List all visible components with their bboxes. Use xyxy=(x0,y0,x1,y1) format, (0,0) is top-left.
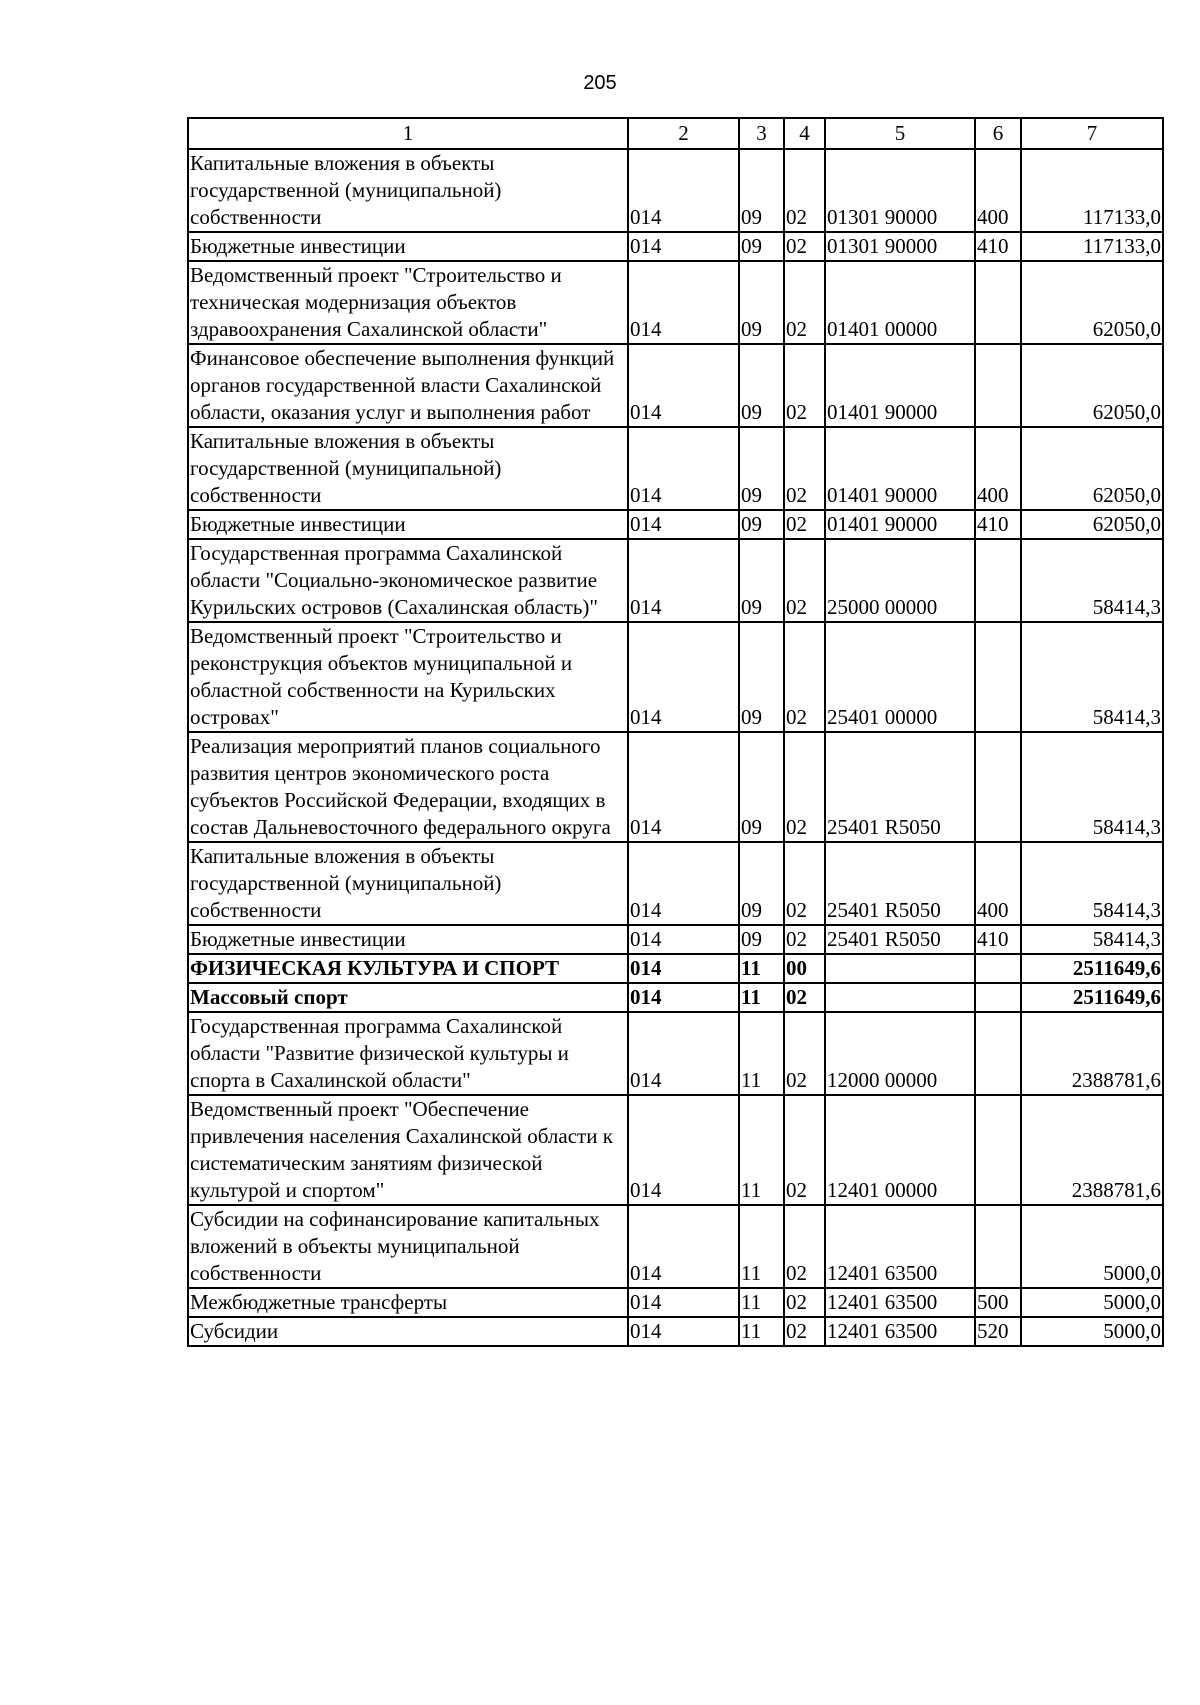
amount-value: 2388781,6 xyxy=(1021,1095,1163,1205)
subsection-code: 02 xyxy=(784,1317,825,1346)
amount-value: 62050,0 xyxy=(1021,427,1163,510)
expense-type-code xyxy=(975,954,1021,983)
row-label: Межбюджетные трансферты xyxy=(188,1288,628,1317)
amount-value: 2511649,6 xyxy=(1021,983,1163,1012)
section-code: 09 xyxy=(739,344,784,427)
section-code: 09 xyxy=(739,261,784,344)
expense-type-code xyxy=(975,1095,1021,1205)
amount-value: 58414,3 xyxy=(1021,925,1163,954)
subsection-code: 02 xyxy=(784,622,825,732)
subsection-code: 02 xyxy=(784,732,825,842)
ministry-code: 014 xyxy=(628,232,739,261)
table-row xyxy=(188,344,1163,427)
row-label: Бюджетные инвестиции xyxy=(188,510,628,539)
table-row xyxy=(188,1095,1163,1205)
subsection-code: 02 xyxy=(784,539,825,622)
expense-type-code: 410 xyxy=(975,232,1021,261)
column-header: 7 xyxy=(1021,118,1163,149)
ministry-code: 014 xyxy=(628,1012,739,1095)
target-article-code: 01401 00000 xyxy=(825,261,975,344)
expense-type-code xyxy=(975,732,1021,842)
subsection-code: 02 xyxy=(784,983,825,1012)
table-row xyxy=(188,539,1163,622)
subsection-code: 02 xyxy=(784,261,825,344)
table-row xyxy=(188,1317,1163,1346)
ministry-code: 014 xyxy=(628,149,739,232)
target-article-code: 12401 63500 xyxy=(825,1317,975,1346)
subsection-code: 02 xyxy=(784,344,825,427)
expense-type-code: 410 xyxy=(975,510,1021,539)
amount-value: 58414,3 xyxy=(1021,539,1163,622)
ministry-code: 014 xyxy=(628,1317,739,1346)
amount-value: 58414,3 xyxy=(1021,732,1163,842)
expense-type-code: 410 xyxy=(975,925,1021,954)
subsection-code: 02 xyxy=(784,1205,825,1288)
row-label: Государственная программа Сахалинской области "Социально-экономическое развитие Курильских островов (Сахалинская область)" xyxy=(188,539,628,622)
target-article-code xyxy=(825,954,975,983)
amount-value: 5000,0 xyxy=(1021,1288,1163,1317)
section-code: 11 xyxy=(739,954,784,983)
section-code: 09 xyxy=(739,925,784,954)
table-header-row xyxy=(188,118,1163,149)
section-code: 11 xyxy=(739,1012,784,1095)
target-article-code: 12000 00000 xyxy=(825,1012,975,1095)
target-article-code: 01401 90000 xyxy=(825,510,975,539)
expense-type-code xyxy=(975,539,1021,622)
table-row xyxy=(188,510,1163,539)
target-article-code: 25401 R5050 xyxy=(825,732,975,842)
ministry-code: 014 xyxy=(628,925,739,954)
subsection-code: 02 xyxy=(784,427,825,510)
table-row xyxy=(188,983,1163,1012)
subsection-code: 02 xyxy=(784,149,825,232)
ministry-code: 014 xyxy=(628,261,739,344)
section-code: 09 xyxy=(739,510,784,539)
section-code: 09 xyxy=(739,427,784,510)
row-label: Реализация мероприятий планов социального развития центров экономического роста субъектов Российской Федерации, входящих в состав Дальневосточного федерального округа xyxy=(188,732,628,842)
section-code: 11 xyxy=(739,1288,784,1317)
amount-value: 62050,0 xyxy=(1021,344,1163,427)
column-header: 5 xyxy=(825,118,975,149)
ministry-code: 014 xyxy=(628,1095,739,1205)
row-label: Финансовое обеспечение выполнения функций органов государственной власти Сахалинской области, оказания услуг и выполнения работ xyxy=(188,344,628,427)
expense-type-code xyxy=(975,622,1021,732)
ministry-code: 014 xyxy=(628,427,739,510)
ministry-code: 014 xyxy=(628,539,739,622)
target-article-code: 12401 63500 xyxy=(825,1205,975,1288)
row-label: Ведомственный проект "Строительство и техническая модернизация объектов здравоохранения Сахалинской области" xyxy=(188,261,628,344)
row-label: Капитальные вложения в объекты государственной (муниципальной) собственности xyxy=(188,427,628,510)
row-label: Капитальные вложения в объекты государственной (муниципальной) собственности xyxy=(188,149,628,232)
table-row xyxy=(188,842,1163,925)
subsection-code: 02 xyxy=(784,842,825,925)
section-code: 11 xyxy=(739,1317,784,1346)
amount-value: 117133,0 xyxy=(1021,232,1163,261)
subsection-code: 02 xyxy=(784,1095,825,1205)
subsection-code: 02 xyxy=(784,1012,825,1095)
row-label: Субсидии xyxy=(188,1317,628,1346)
expense-type-code xyxy=(975,344,1021,427)
ministry-code: 014 xyxy=(628,510,739,539)
row-label: Субсидии на софинансирование капитальных вложений в объекты муниципальной собственности xyxy=(188,1205,628,1288)
row-label: Ведомственный проект "Строительство и реконструкция объектов муниципальной и областной собственности на Курильских островах" xyxy=(188,622,628,732)
expense-type-code xyxy=(975,1205,1021,1288)
column-header: 4 xyxy=(784,118,825,149)
expense-type-code: 400 xyxy=(975,427,1021,510)
amount-value: 117133,0 xyxy=(1021,149,1163,232)
table-row xyxy=(188,1012,1163,1095)
target-article-code: 25401 R5050 xyxy=(825,842,975,925)
expense-type-code: 400 xyxy=(975,149,1021,232)
amount-value: 62050,0 xyxy=(1021,510,1163,539)
ministry-code: 014 xyxy=(628,1288,739,1317)
subsection-code: 02 xyxy=(784,925,825,954)
section-code: 11 xyxy=(739,1205,784,1288)
section-code: 11 xyxy=(739,1095,784,1205)
row-label: Государственная программа Сахалинской области "Развитие физической культуры и спорта в Сахалинской области" xyxy=(188,1012,628,1095)
row-label: Бюджетные инвестиции xyxy=(188,232,628,261)
expense-type-code: 520 xyxy=(975,1317,1021,1346)
section-code: 11 xyxy=(739,983,784,1012)
target-article-code: 01401 90000 xyxy=(825,344,975,427)
target-article-code: 25401 R5050 xyxy=(825,925,975,954)
ministry-code: 014 xyxy=(628,954,739,983)
table-row xyxy=(188,427,1163,510)
column-header: 6 xyxy=(975,118,1021,149)
amount-value: 2388781,6 xyxy=(1021,1012,1163,1095)
target-article-code: 01301 90000 xyxy=(825,149,975,232)
column-header: 2 xyxy=(628,118,739,149)
table-row xyxy=(188,1288,1163,1317)
target-article-code xyxy=(825,983,975,1012)
section-code: 09 xyxy=(739,842,784,925)
row-label: Бюджетные инвестиции xyxy=(188,925,628,954)
row-label: Массовый спорт xyxy=(188,983,628,1012)
row-label: Капитальные вложения в объекты государственной (муниципальной) собственности xyxy=(188,842,628,925)
table-row xyxy=(188,622,1163,732)
subsection-code: 02 xyxy=(784,232,825,261)
table-row xyxy=(188,1205,1163,1288)
ministry-code: 014 xyxy=(628,842,739,925)
target-article-code: 12401 00000 xyxy=(825,1095,975,1205)
target-article-code: 25401 00000 xyxy=(825,622,975,732)
table-row xyxy=(188,232,1163,261)
ministry-code: 014 xyxy=(628,1205,739,1288)
amount-value: 5000,0 xyxy=(1021,1205,1163,1288)
row-label: ФИЗИЧЕСКАЯ КУЛЬТУРА И СПОРТ xyxy=(188,954,628,983)
expense-type-code: 400 xyxy=(975,842,1021,925)
expense-type-code: 500 xyxy=(975,1288,1021,1317)
ministry-code: 014 xyxy=(628,622,739,732)
subsection-code: 02 xyxy=(784,510,825,539)
subsection-code: 02 xyxy=(784,1288,825,1317)
subsection-code: 00 xyxy=(784,954,825,983)
section-code: 09 xyxy=(739,622,784,732)
expense-type-code xyxy=(975,261,1021,344)
table-row xyxy=(188,925,1163,954)
budget-table xyxy=(187,117,1164,1347)
ministry-code: 014 xyxy=(628,983,739,1012)
table-row xyxy=(188,261,1163,344)
ministry-code: 014 xyxy=(628,344,739,427)
amount-value: 58414,3 xyxy=(1021,622,1163,732)
amount-value: 58414,3 xyxy=(1021,842,1163,925)
table-row xyxy=(188,732,1163,842)
table-row xyxy=(188,954,1163,983)
section-code: 09 xyxy=(739,732,784,842)
page-number: 205 xyxy=(583,72,617,94)
target-article-code: 25000 00000 xyxy=(825,539,975,622)
column-header: 3 xyxy=(739,118,784,149)
section-code: 09 xyxy=(739,149,784,232)
section-code: 09 xyxy=(739,232,784,261)
table-body xyxy=(188,149,1163,1346)
amount-value: 2511649,6 xyxy=(1021,954,1163,983)
target-article-code: 01401 90000 xyxy=(825,427,975,510)
target-article-code: 01301 90000 xyxy=(825,232,975,261)
table-row xyxy=(188,149,1163,232)
ministry-code: 014 xyxy=(628,732,739,842)
target-article-code: 12401 63500 xyxy=(825,1288,975,1317)
amount-value: 5000,0 xyxy=(1021,1317,1163,1346)
section-code: 09 xyxy=(739,539,784,622)
amount-value: 62050,0 xyxy=(1021,261,1163,344)
expense-type-code xyxy=(975,1012,1021,1095)
expense-type-code xyxy=(975,983,1021,1012)
row-label: Ведомственный проект "Обеспечение привлечения населения Сахалинской области к систематическим занятиям физической культурой и спортом" xyxy=(188,1095,628,1205)
column-header: 1 xyxy=(188,118,628,149)
